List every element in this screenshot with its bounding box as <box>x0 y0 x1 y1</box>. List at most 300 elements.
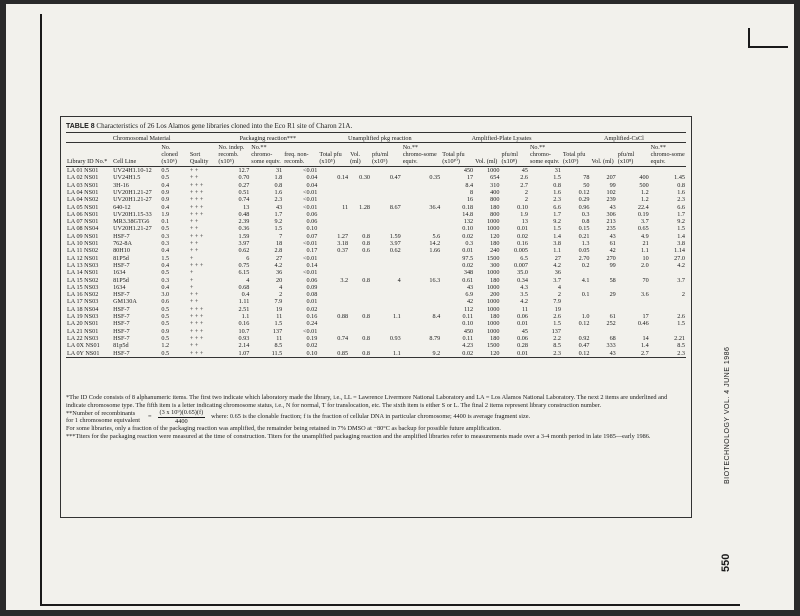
table-cell: 2.70 <box>578 254 590 262</box>
table-cell: + + + <box>189 313 204 321</box>
table-cell <box>402 211 442 218</box>
table-cell <box>402 189 442 196</box>
library-id-cell: LA 04 NS02 <box>67 196 99 204</box>
table-cell: 12.7 <box>238 167 250 175</box>
table-cell: 43 <box>590 349 616 357</box>
table-cell: 0.19 <box>306 334 318 342</box>
table-cell: 0.10 <box>462 320 474 328</box>
column-header: pfu/ml (x10⁸) <box>617 143 650 167</box>
table-cell: + + <box>189 174 199 182</box>
table-cell <box>371 320 402 327</box>
table-cell: 207 <box>606 174 616 182</box>
table-cell: 1.6 <box>677 188 685 196</box>
table-cell: 3.97 <box>389 240 401 248</box>
table-cell: 0.75 <box>238 261 250 269</box>
table-cell: + + + <box>189 210 204 218</box>
table-cell <box>562 269 591 276</box>
table-cell: 1.66 <box>429 247 441 255</box>
table-cell: 80H10 <box>113 247 130 255</box>
library-id-cell: LA 03 NS01 <box>67 181 99 189</box>
table-row <box>66 189 686 196</box>
table-cell: 1.9 <box>520 210 528 218</box>
formula-fraction <box>158 409 206 425</box>
table-cell: 1000 <box>487 269 500 277</box>
group-cscl: Amplified-CsCl <box>562 133 686 143</box>
table-cell <box>318 182 349 189</box>
table-cell: 1000 <box>487 327 500 335</box>
table-cell: 654 <box>490 174 500 182</box>
table-cell: 3.5 <box>520 291 528 299</box>
table-cell <box>617 284 650 291</box>
table-cell: 450 <box>463 167 474 175</box>
table-cell: 2.3 <box>274 196 283 204</box>
formula-denominator: 4400 <box>175 417 188 425</box>
table-cell: 1.2 <box>640 196 649 204</box>
table-cell: 0.27 <box>238 181 250 189</box>
table-cell: 20 <box>276 276 283 284</box>
table-cell <box>402 320 442 327</box>
library-id-cell: LA 0X NS01 <box>67 342 100 350</box>
footnote-dmso: For some libraries, only a fraction of the packaging reaction was amplified, the remainder being retained in 7% DMSO at −80°C as backup for possible future amplification. <box>66 425 502 433</box>
table-cell: 27 <box>276 254 283 262</box>
table-row <box>66 276 686 283</box>
table-cell: 1634 <box>113 269 126 277</box>
table-cell: 0.11 <box>462 334 474 342</box>
table-cell: 0.29 <box>578 196 590 204</box>
table-cell: 0.007 <box>514 261 528 269</box>
table-cell: 4.2 <box>553 261 561 269</box>
table-cell: 0.3 <box>581 210 590 218</box>
table-cell: 0.06 <box>517 313 528 321</box>
table-cell: 0.88 <box>337 313 349 321</box>
table-row <box>66 240 686 247</box>
table-cell: 3.8 <box>677 240 685 248</box>
table-cell: 17 <box>466 174 474 182</box>
library-id-cell: LA 02 NS01 <box>67 174 99 182</box>
table-cell <box>402 182 442 189</box>
table-cell: 0.01 <box>306 298 318 306</box>
table-cell: + + <box>189 167 199 175</box>
table-row <box>66 298 686 305</box>
table-row <box>66 255 686 262</box>
table-cell: 2 <box>279 291 283 299</box>
table-cell <box>371 342 402 349</box>
table-cell: 0.37 <box>337 247 349 255</box>
table-cell <box>318 291 349 298</box>
table-cell: 0.1 <box>581 291 590 299</box>
table-cell: + + + <box>189 349 218 357</box>
table-cell: 2.3 <box>553 196 561 204</box>
table-cell: HSF-7 <box>113 232 130 240</box>
table-cell: 4.9 <box>640 232 649 240</box>
table-cell: 270 <box>606 254 616 262</box>
table-cell: 1.07 <box>217 349 250 357</box>
table-cell: 1000 <box>487 167 500 175</box>
table-cell: 14.2 <box>429 240 441 248</box>
table-cell: 180 <box>490 334 500 342</box>
table-cell: 0.06 <box>517 334 528 342</box>
table-row <box>66 328 686 335</box>
footnote-id-code: *The ID Code consists of 8 alphanumeric items. The first two indicate which laboratory made the library, i.e., LL = Lawrence Livermore National Laboratory and LA = Los Alamos National Laboratory. The next 2 items are underlined and indicate chromosome type. The fifth item is a letter indicating chromosome status, i.e., N for normal, T for translocation, etc. The sixth item is either S or L. The final 2 items represent library construction number. <box>66 394 668 409</box>
table-cell: 1.11 <box>238 298 250 306</box>
table-cell: 0.06 <box>306 276 318 284</box>
table-cell: 81P5d <box>113 254 129 262</box>
table-cell: 3.8 <box>553 240 561 248</box>
table-cell <box>590 167 616 175</box>
table-cell: 137 <box>272 327 283 335</box>
table-cell: 8 <box>470 188 474 196</box>
table-cell: 9.2 <box>274 218 283 226</box>
table-cell: 36 <box>554 269 561 277</box>
table-cell: UV20H1.21-27 <box>113 196 152 204</box>
table-cell: + <box>189 269 194 277</box>
table-cell: 0.62 <box>389 247 401 255</box>
table-cell: 132 <box>463 218 474 226</box>
table-cell: 97.5 <box>462 254 474 262</box>
table-cell: 4 <box>246 276 250 284</box>
table-cell: 11 <box>276 334 283 342</box>
table-cell: 0.5 <box>161 313 170 321</box>
table-cell: 640-12 <box>113 203 131 211</box>
table-cell: <0.01 <box>303 269 318 277</box>
table-cell: 1.6 <box>274 188 283 196</box>
table-cell: HSF-7 <box>112 349 160 357</box>
table-cell: 1.1 <box>640 247 649 255</box>
table-cell: + + + <box>189 196 204 204</box>
table-cell: 1.6 <box>553 188 561 196</box>
table-cell: 4 <box>397 276 401 284</box>
table-cell: + + + <box>189 305 204 313</box>
table-cell: 0.04 <box>306 174 318 182</box>
table-row <box>66 320 686 327</box>
table-cell: 45 <box>521 327 528 335</box>
table-cell: 43 <box>609 203 616 211</box>
table-cell <box>402 262 442 269</box>
formula <box>66 409 688 425</box>
table-cell: 7.9 <box>274 298 283 306</box>
table-cell <box>402 284 442 291</box>
table-cell: 0.62 <box>238 247 250 255</box>
library-id-cell: LA 15 NS03 <box>67 283 99 291</box>
table-cell: 42 <box>466 298 474 306</box>
table-cell: 1.4 <box>640 342 649 350</box>
table-cell: 0.9 <box>161 327 170 335</box>
table-cell: 0.36 <box>238 225 250 233</box>
table-cell <box>402 167 442 175</box>
table-cell: 500 <box>639 181 649 189</box>
table-cell: 2.51 <box>238 305 250 313</box>
table-cell: 6.6 <box>553 203 561 211</box>
table-cell: 1.9 <box>161 210 170 218</box>
library-id-cell: LA 21 NS01 <box>67 327 99 335</box>
table-cell: HSF-7 <box>113 334 130 342</box>
column-header: Library ID No.* <box>66 143 112 167</box>
table-cell: 800 <box>490 196 500 204</box>
table-cell <box>318 225 349 232</box>
table-cell: HSF-7 <box>113 305 130 313</box>
journal-running-head: BIOTECHNOLOGY VOL. 4 JUNE 1986 <box>724 346 731 484</box>
table-cell: + + <box>189 218 199 226</box>
formula-label: **Number of recombinants for 1 chromosome equivalent <box>66 409 140 425</box>
column-header: No.** chromo-some equiv. <box>529 143 562 167</box>
table-cell: 1.4 <box>677 232 685 240</box>
table-cell: 120 <box>474 349 500 357</box>
table-cell: 1.59 <box>389 232 401 240</box>
table-cell: 1.5 <box>553 225 561 233</box>
table-cell: 2.2 <box>553 334 561 342</box>
table-cell: 310 <box>490 181 500 189</box>
library-id-cell: LA 19 NS03 <box>67 313 99 321</box>
table-cell: 31 <box>554 167 561 175</box>
table-cell: 0.02 <box>306 342 318 350</box>
table-cell: 0.06 <box>306 218 318 226</box>
group-chromosomal: Chromosomal Material <box>66 133 217 143</box>
table-cell: 0.3 <box>161 240 170 248</box>
table-cell: 1.2 <box>161 342 170 350</box>
table-cell: + + <box>189 225 199 233</box>
table-cell: 0.74 <box>337 334 349 342</box>
table-cell: 0.07 <box>306 232 318 240</box>
table-cell: 0.5 <box>161 269 170 277</box>
table-cell: 180 <box>490 203 500 211</box>
table-cell: 45 <box>521 167 528 175</box>
table-row <box>66 342 686 349</box>
table-cell: + + + <box>189 261 204 269</box>
table-cell: 252 <box>606 320 616 328</box>
table-cell: + + + <box>189 327 204 335</box>
table-cell: 0.65 <box>637 225 649 233</box>
table-cell: 0.85 <box>318 349 349 357</box>
table-cell: 0.005 <box>514 247 528 255</box>
table-cell: 8.5 <box>553 342 561 350</box>
table-cell: 0.19 <box>637 210 649 218</box>
table-cell: 0.16 <box>238 320 250 328</box>
table-row <box>66 291 686 298</box>
table-cell: 0.16 <box>306 313 318 321</box>
table-cell: HSF-7 <box>113 327 130 335</box>
table-cell: 800 <box>490 210 500 218</box>
table-cell: 6 <box>246 254 250 262</box>
table-cell: 239 <box>606 196 616 204</box>
table-cell: + <box>189 254 194 262</box>
corner-mark <box>748 46 788 48</box>
table-row <box>66 203 686 210</box>
table-cell <box>349 225 371 232</box>
table-cell: + + + <box>189 320 204 328</box>
table-cell <box>349 211 371 218</box>
table-cell <box>371 196 402 203</box>
table-cell <box>402 298 442 305</box>
table-cell: 0.4 <box>161 261 170 269</box>
table-cell: 1.5 <box>553 174 561 182</box>
table-cell: 0.08 <box>306 291 318 299</box>
table-cell: 31 <box>276 167 283 175</box>
library-id-cell: LA 20 NS01 <box>67 320 99 328</box>
table-row <box>66 313 686 320</box>
table-cell <box>318 298 349 305</box>
table-cell: 68 <box>609 334 616 342</box>
table-cell <box>402 328 442 335</box>
table-row <box>66 349 686 357</box>
table-cell: 2.3 <box>677 196 685 204</box>
table-cell: 0.93 <box>389 334 401 342</box>
table-cell <box>650 306 686 313</box>
table-cell: 0.68 <box>238 283 250 291</box>
table-cell: 0.61 <box>462 276 474 284</box>
library-id-cell: LA 05 NS01 <box>67 203 99 211</box>
library-id-cell: LA 11 NS02 <box>67 247 99 255</box>
table-cell: 2.39 <box>238 218 250 226</box>
library-id-cell: LA 15 NS02 <box>67 276 99 284</box>
table-cell: 6.15 <box>238 269 250 277</box>
table-cell: 0.11 <box>462 313 474 321</box>
table-cell: 0.01 <box>500 349 529 357</box>
table-cell: 2 <box>681 291 685 299</box>
table-cell: GM130A <box>113 298 137 306</box>
table-cell: 1.5 <box>677 225 685 233</box>
table-row <box>66 269 686 276</box>
table-cell: 1.5 <box>553 320 561 328</box>
table-cell: 0.02 <box>306 305 318 313</box>
table-cell <box>349 182 371 189</box>
table-cell: 2.3 <box>529 349 562 357</box>
table-cell: 0.8 <box>677 181 685 189</box>
table-cell: 0.34 <box>517 276 528 284</box>
table-cell: 1500 <box>487 254 500 262</box>
library-id-cell: LA 08 NS04 <box>67 225 99 233</box>
table-cell: 8.67 <box>389 203 401 211</box>
table-cell: 1.28 <box>359 203 370 211</box>
table-title <box>66 122 352 131</box>
table-cell <box>402 196 442 203</box>
table-cell: 3.2 <box>340 276 349 284</box>
table-row <box>66 284 686 291</box>
table-cell: 11.5 <box>250 349 283 357</box>
table-cell: 0.10 <box>306 225 318 233</box>
table-cell: 22.4 <box>637 203 649 211</box>
table-cell: 36 <box>276 269 283 277</box>
table-cell <box>371 167 402 175</box>
table-cell: 0.06 <box>306 210 318 218</box>
table-cell: 0.4 <box>161 181 170 189</box>
table-cell <box>371 306 402 313</box>
table-cell: 3.7 <box>677 276 685 284</box>
table-cell: 235 <box>606 225 616 233</box>
table-cell: 61 <box>609 240 616 248</box>
table-cell: 180 <box>490 313 500 321</box>
table-cell <box>318 218 349 225</box>
table-cell: 0.3 <box>161 276 170 284</box>
table-cell <box>590 328 616 335</box>
table-cell: 0.92 <box>578 334 590 342</box>
table-cell: 0.6 <box>161 298 170 306</box>
table-cell: 18 <box>276 240 283 248</box>
table-cell: 0.10 <box>462 225 474 233</box>
table-cell: 0.8 <box>362 313 370 321</box>
table-cell: <0.01 <box>303 203 318 211</box>
table-cell: 0.8 <box>349 349 371 357</box>
table-cell: <0.01 <box>303 254 318 262</box>
table-cell: 0.4 <box>241 291 250 299</box>
table-cell: UV20H1.15-33 <box>113 210 152 218</box>
table-cell: 2.7 <box>617 349 650 357</box>
table-cell: 0.01 <box>462 247 474 255</box>
table-cell: 0.5 <box>161 320 170 328</box>
table-cell <box>402 218 442 225</box>
table-cell: 2.7 <box>520 181 528 189</box>
table-cell <box>590 269 616 276</box>
table-cell: 42 <box>609 247 616 255</box>
table-cell <box>617 269 650 276</box>
table-cell <box>371 218 402 225</box>
table-cell: 3.7 <box>553 276 561 284</box>
group-header-row <box>66 133 686 143</box>
column-header: Total pfu (x10¹⁰) <box>441 143 474 167</box>
table-cell: MR3.38GTG6 <box>113 218 150 226</box>
table-cell <box>318 269 349 276</box>
table-cell: 1.1 <box>241 313 250 321</box>
table-cell: 0.8 <box>362 240 370 248</box>
table-cell: UV20H1.21-27 <box>113 188 152 196</box>
table-cell: 10 <box>642 254 649 262</box>
table-cell: 1000 <box>487 225 500 233</box>
table-cell: 35.0 <box>517 269 528 277</box>
table-row <box>66 262 686 269</box>
table-cell: + <box>189 283 194 291</box>
table-cell <box>562 167 591 175</box>
library-table <box>66 132 686 358</box>
library-id-cell: LA 01 NS01 <box>67 167 99 175</box>
table-cell: 0.02 <box>462 261 474 269</box>
column-header: No.** chromo-some equiv. <box>402 143 442 167</box>
table-cell: 0.14 <box>337 174 349 182</box>
table-cell: 4.2 <box>520 298 528 306</box>
table-cell: 0.05 <box>578 247 590 255</box>
table-cell: 0.4 <box>161 203 170 211</box>
table-cell: 43 <box>276 203 283 211</box>
table-cell: 112 <box>464 305 474 313</box>
table-cell: 16.3 <box>429 276 441 284</box>
table-cell: 0.8 <box>362 334 370 342</box>
library-id-cell: LA 17 NS03 <box>67 298 99 306</box>
table-cell <box>562 328 591 335</box>
library-id-cell: LA 06 NS01 <box>67 210 99 218</box>
table-cell: 1634 <box>113 283 126 291</box>
table-cell: 4.1 <box>581 276 590 284</box>
table-cell: 70 <box>642 276 649 284</box>
table-cell: 0.02 <box>462 232 474 240</box>
scanned-page <box>6 4 794 610</box>
table-cell: 7.9 <box>553 298 561 306</box>
table-cell <box>402 306 442 313</box>
table-cell: 2.6 <box>677 313 685 321</box>
table-cell: 2.8 <box>274 247 283 255</box>
table-cell: 1.5 <box>274 225 283 233</box>
table-cell: 3.7 <box>640 218 649 226</box>
table-row <box>66 167 686 175</box>
library-id-cell: LA 07 NS01 <box>67 218 99 226</box>
table-cell <box>371 262 402 269</box>
table-body <box>66 167 686 358</box>
table-cell: 0.74 <box>238 196 250 204</box>
table-cell: 6.6 <box>677 203 685 211</box>
table-cell: 1000 <box>487 305 500 313</box>
formula-numerator: (3 x 10⁹)(0.65)(f) <box>159 409 204 417</box>
table-cell: 36.4 <box>429 203 441 211</box>
table-cell: 2.6 <box>520 174 528 182</box>
column-header: Sort Quality <box>189 143 218 167</box>
column-header: pfu/ml (x10⁸) <box>500 143 529 167</box>
